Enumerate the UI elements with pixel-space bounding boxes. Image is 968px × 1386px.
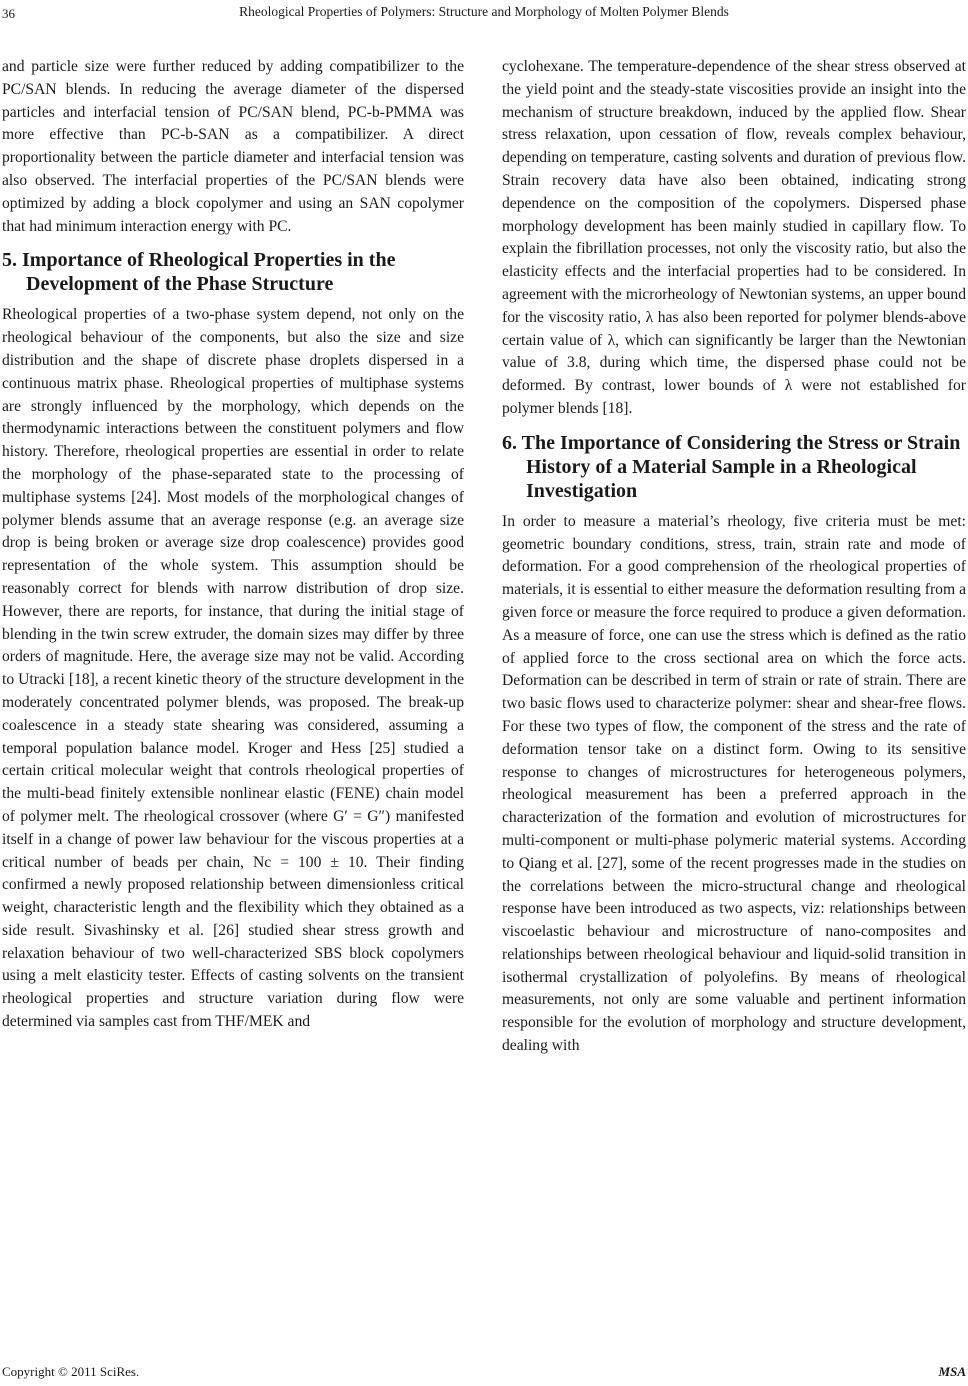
running-title: Rheological Properties of Polymers: Structure and Morphology of Molten Polymer Blends [239,4,729,19]
copyright-notice: Copyright © 2011 SciRes. [2,1364,140,1379]
page-footer [0,1364,968,1384]
page-header [0,0,968,28]
paragraph-continued: cyclohexane. The temperature-dependence of the shear stress observed at the yield point and the steady-state viscosities provide an insight into the mechanism of structure breakdown, induced by the applied flow. Shear stress relaxation, upon cessation of flow, reveals complex behaviour, depending on temperature, casting solvents and duration of previous flow. Strain recovery data have also been obtained, indicating strong dependence on the composition of the copolymers. Dispersed phase morphology development has been mainly studied in capillary flow. To explain the fibrillation processes, not only the viscosity ratio, but also the elasticity effects and the interfacial properties had to be considered. In agreement with the microrheology of Newtonian systems, an upper bound for the viscosity ratio, λ has also been reported for polymer blends-above certain value of λ, which can significantly be larger than the Newtonian value of 3.8, during which time, the dispersed phase could not be deformed. By contrast, lower bounds of λ were not established for polymer blends [18]. [502,58,966,417]
page-number: 36 [2,6,15,21]
paragraph-intro: and particle size were further reduced by adding compatibilizer to the PC/SAN blends. In reducing the average diameter of the dispersed particles and interfacial tension of PC/SAN blend, PC-b-PMMA was more effective than PC-b-SAN as a compatibilizer. A direct proportionality between the particle diameter and interfacial tension was also observed. The interfacial properties of the PC/SAN blends were optimized by adding a block copolymer and using an SAN copolymer that had minimum interaction energy with PC. [2,58,464,235]
section-5-heading: 5. Importance of Rheological Properties in the Development of the Phase Structure [2,249,396,296]
section-6-heading: 6. The Importance of Considering the Stress or Strain History of a Material Sample in a Rheological Investigation [502,431,961,502]
left-column [2,56,464,1034]
journal-abbreviation: MSA [938,1364,966,1379]
paragraph-section-6: In order to measure a material’s rheology, five criteria must be met: geometric boundary conditions, stress, train, strain rate and mode of deformation. For a good comprehension of the rheological properties of materials, it is essential to either measure the deformation resulting from a given force or measure the force required to produce a given deformation. As a measure of force, one can use the stress which is defined as the ratio of applied force to the cross sectional area on which the force acts. Deformation can be described in term of strain or rate of strain. There are two basic flows used to characterize polymer: shear and shear-free flows. For these two types of flow, the component of the stress and the rate of deformation tensor take on a distinct form. Owing to its sensitive response to changes of microstructures for heterogeneous polymers, rheological measurement has been a preferred approach in the characterization of the formation and evolution of microstructures for multi-component or multi-phase polymeric material systems. According to Qiang et al. [27], some of the recent progresses made in the studies on the correlations between the micro-structural change and rheological response have been introduced as two aspects, viz: relationships between viscoelastic behaviour and microstructure of nano-composites and relationships between rheological behaviour and liquid-solid transition in isothermal crystallization of polyolefins. By means of rheological measurements, not only are some valuable and pertinent information responsible for the evolution of morphology and structure development, dealing with [502,512,966,1055]
paragraph-section-5: Rheological properties of a two-phase system depend, not only on the rheological behaviour of the components, but also the size and size distribution and the shape of discrete phase droplets dispersed in a continuous matrix phase. Rheological properties of multiphase systems are strongly influenced by the morphology, which depends on the thermodynamic interactions between the constituent polymers and flow history. Therefore, rheological properties are essential in order to relate the morphology of the phase-separated state to the processing of multiphase systems [24]. Most models of the morphological changes of polymer blends assume that an average response (e.g. an average size drop is being broken or average size drop coalescence) provides good representation of the whole system. This assumption should be reasonably correct for blends with narrow distribution of drop size. However, there are reports, for instance, that during the initial stage of blending in the twin screw extruder, the domain sizes may differ by three orders of magnitude. Here, the average size may not be valid. According to Utracki [18], a recent kinetic theory of the structure development in the moderately concentrated polymer blends, was proposed. The break-up coalescence in a steady state shearing was considered, assuming a temporal population balance model. Kroger and Hess [25] studied a certain critical molecular weight that controls rheological properties of the multi-bead finitely extensible nonlinear elastic (FENE) chain model of polymer melt. The rheological crossover (where G′ = G″) manifested itself in a change of power law behaviour for the viscous properties at a critical number of beads per chain, Nc = 100 ± 10. Their finding confirmed a newly proposed relationship between dimensionless critical weight, characteristic length and the flexibility which they obtained as a side result. Sivashinsky et al. [26] studied shear stress growth and relaxation behaviour of two well-characterized SBS block copolymers using a melt elasticity tester. Effects of casting solvents on the transient rheological properties and structure variation during flow were determined via samples cast from THF/MEK and [2,306,464,1031]
right-column [502,56,966,1058]
